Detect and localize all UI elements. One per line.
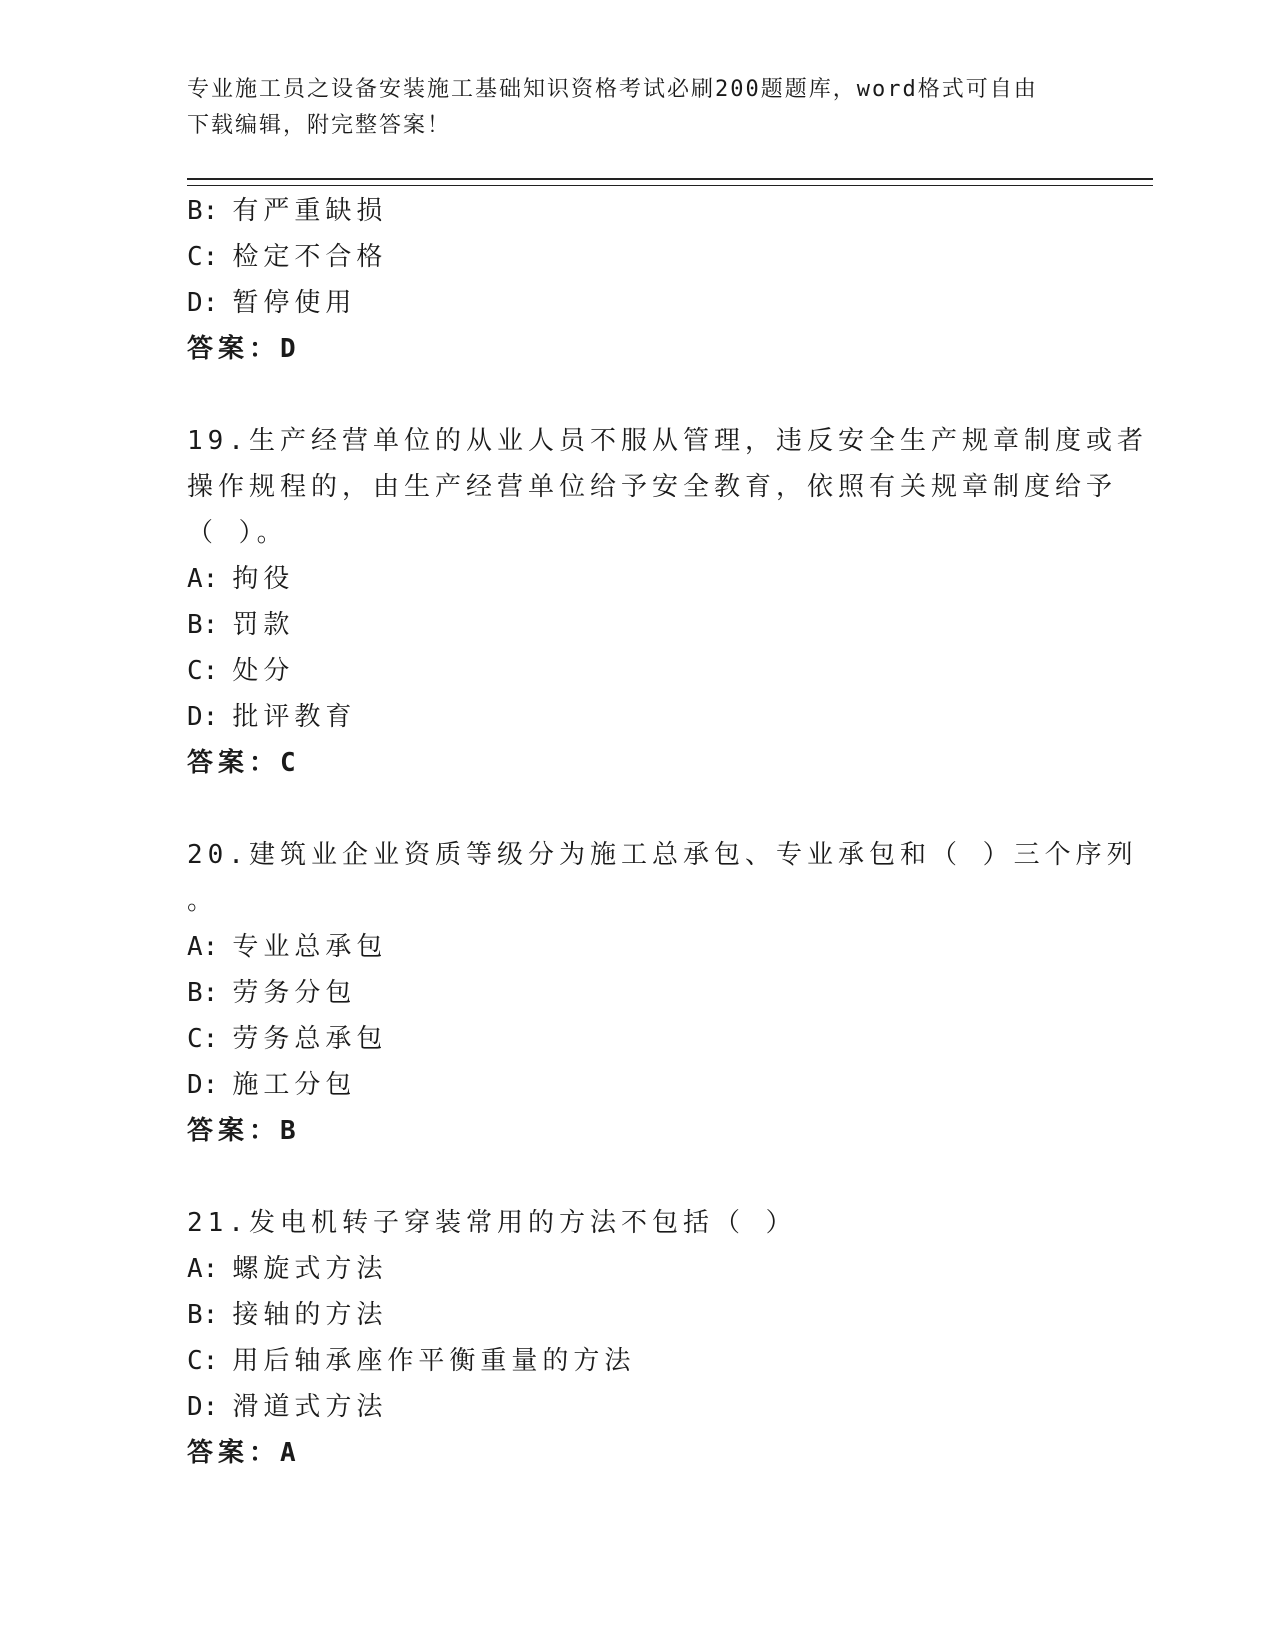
- option-d: [187, 1062, 1087, 1108]
- header-line-2: 下载编辑，附完整答案！: [187, 113, 452, 138]
- option-text: 暂停使用: [232, 288, 357, 318]
- answer: 答案：D: [187, 334, 301, 364]
- option-text: 处分: [232, 656, 295, 686]
- option-letter: A:: [187, 932, 219, 962]
- option-b: [187, 602, 1087, 648]
- option-c: [187, 234, 1087, 280]
- option-text: 罚款: [232, 610, 295, 640]
- option-letter: D:: [187, 288, 219, 318]
- option-a: [187, 1246, 1087, 1292]
- option-letter: B:: [187, 978, 219, 1008]
- option-c: [187, 1338, 1087, 1384]
- option-text: 拘役: [232, 564, 295, 594]
- question-stem-line: 。: [187, 886, 219, 916]
- option-text: 滑道式方法: [232, 1392, 388, 1422]
- option-text: 用后轴承座作平衡重量的方法: [232, 1346, 636, 1376]
- option-text: 劳务总承包: [232, 1024, 388, 1054]
- option-letter: C:: [187, 656, 219, 686]
- option-c: [187, 1016, 1087, 1062]
- question-stem-line: 21.发电机转子穿装常用的方法不包括（ ）: [187, 1208, 797, 1238]
- question-stem-line: 操作规程的，由生产经营单位给予安全教育，依照有关规章制度给予: [187, 472, 1118, 502]
- question-18: [187, 188, 1087, 372]
- question-21: [187, 1200, 1087, 1476]
- option-d: [187, 280, 1087, 326]
- option-letter: C:: [187, 242, 219, 272]
- option-b: [187, 1292, 1087, 1338]
- question-list: [187, 188, 1148, 1476]
- answer: 答案：B: [187, 1116, 301, 1146]
- question-stem-line: 19.生产经营单位的从业人员不服从管理，违反安全生产规章制度或者: [187, 426, 1148, 456]
- question-19: [187, 418, 1148, 786]
- option-letter: A:: [187, 564, 219, 594]
- option-letter: D:: [187, 1392, 219, 1422]
- header-line-1: 专业施工员之设备安装施工基础知识资格考试必刷200题题库，word格式可自由: [187, 77, 1038, 102]
- option-b: [187, 970, 1087, 1016]
- option-text: 专业总承包: [232, 932, 388, 962]
- option-text: 螺旋式方法: [232, 1254, 388, 1284]
- option-c: [187, 648, 1087, 694]
- spacer: [187, 1154, 1087, 1200]
- option-text: 批评教育: [232, 702, 357, 732]
- option-letter: C:: [187, 1024, 219, 1054]
- option-letter: A:: [187, 1254, 219, 1284]
- option-letter: C:: [187, 1346, 219, 1376]
- option-b: [187, 188, 1087, 234]
- spacer: [187, 372, 1087, 418]
- header-divider: [187, 178, 1153, 186]
- option-d: [187, 694, 1087, 740]
- answer: 答案：C: [187, 748, 301, 778]
- page-header: [187, 72, 1087, 144]
- question-20: [187, 832, 1138, 1154]
- option-d: [187, 1384, 1087, 1430]
- option-letter: D:: [187, 1070, 219, 1100]
- question-stem-line: （ ）。: [187, 518, 288, 548]
- option-letter: B:: [187, 610, 219, 640]
- question-stem-line: 20.建筑业企业资质等级分为施工总承包、专业承包和（ ）三个序列: [187, 840, 1138, 870]
- option-text: 检定不合格: [232, 242, 388, 272]
- answer: 答案：A: [187, 1438, 301, 1468]
- option-letter: D:: [187, 702, 219, 732]
- option-letter: B:: [187, 196, 219, 226]
- option-a: [187, 924, 1087, 970]
- option-letter: B:: [187, 1300, 219, 1330]
- option-text: 施工分包: [232, 1070, 357, 1100]
- option-text: 接轴的方法: [232, 1300, 388, 1330]
- spacer: [187, 786, 1087, 832]
- option-text: 劳务分包: [232, 978, 357, 1008]
- option-text: 有严重缺损: [232, 196, 388, 226]
- option-a: [187, 556, 1087, 602]
